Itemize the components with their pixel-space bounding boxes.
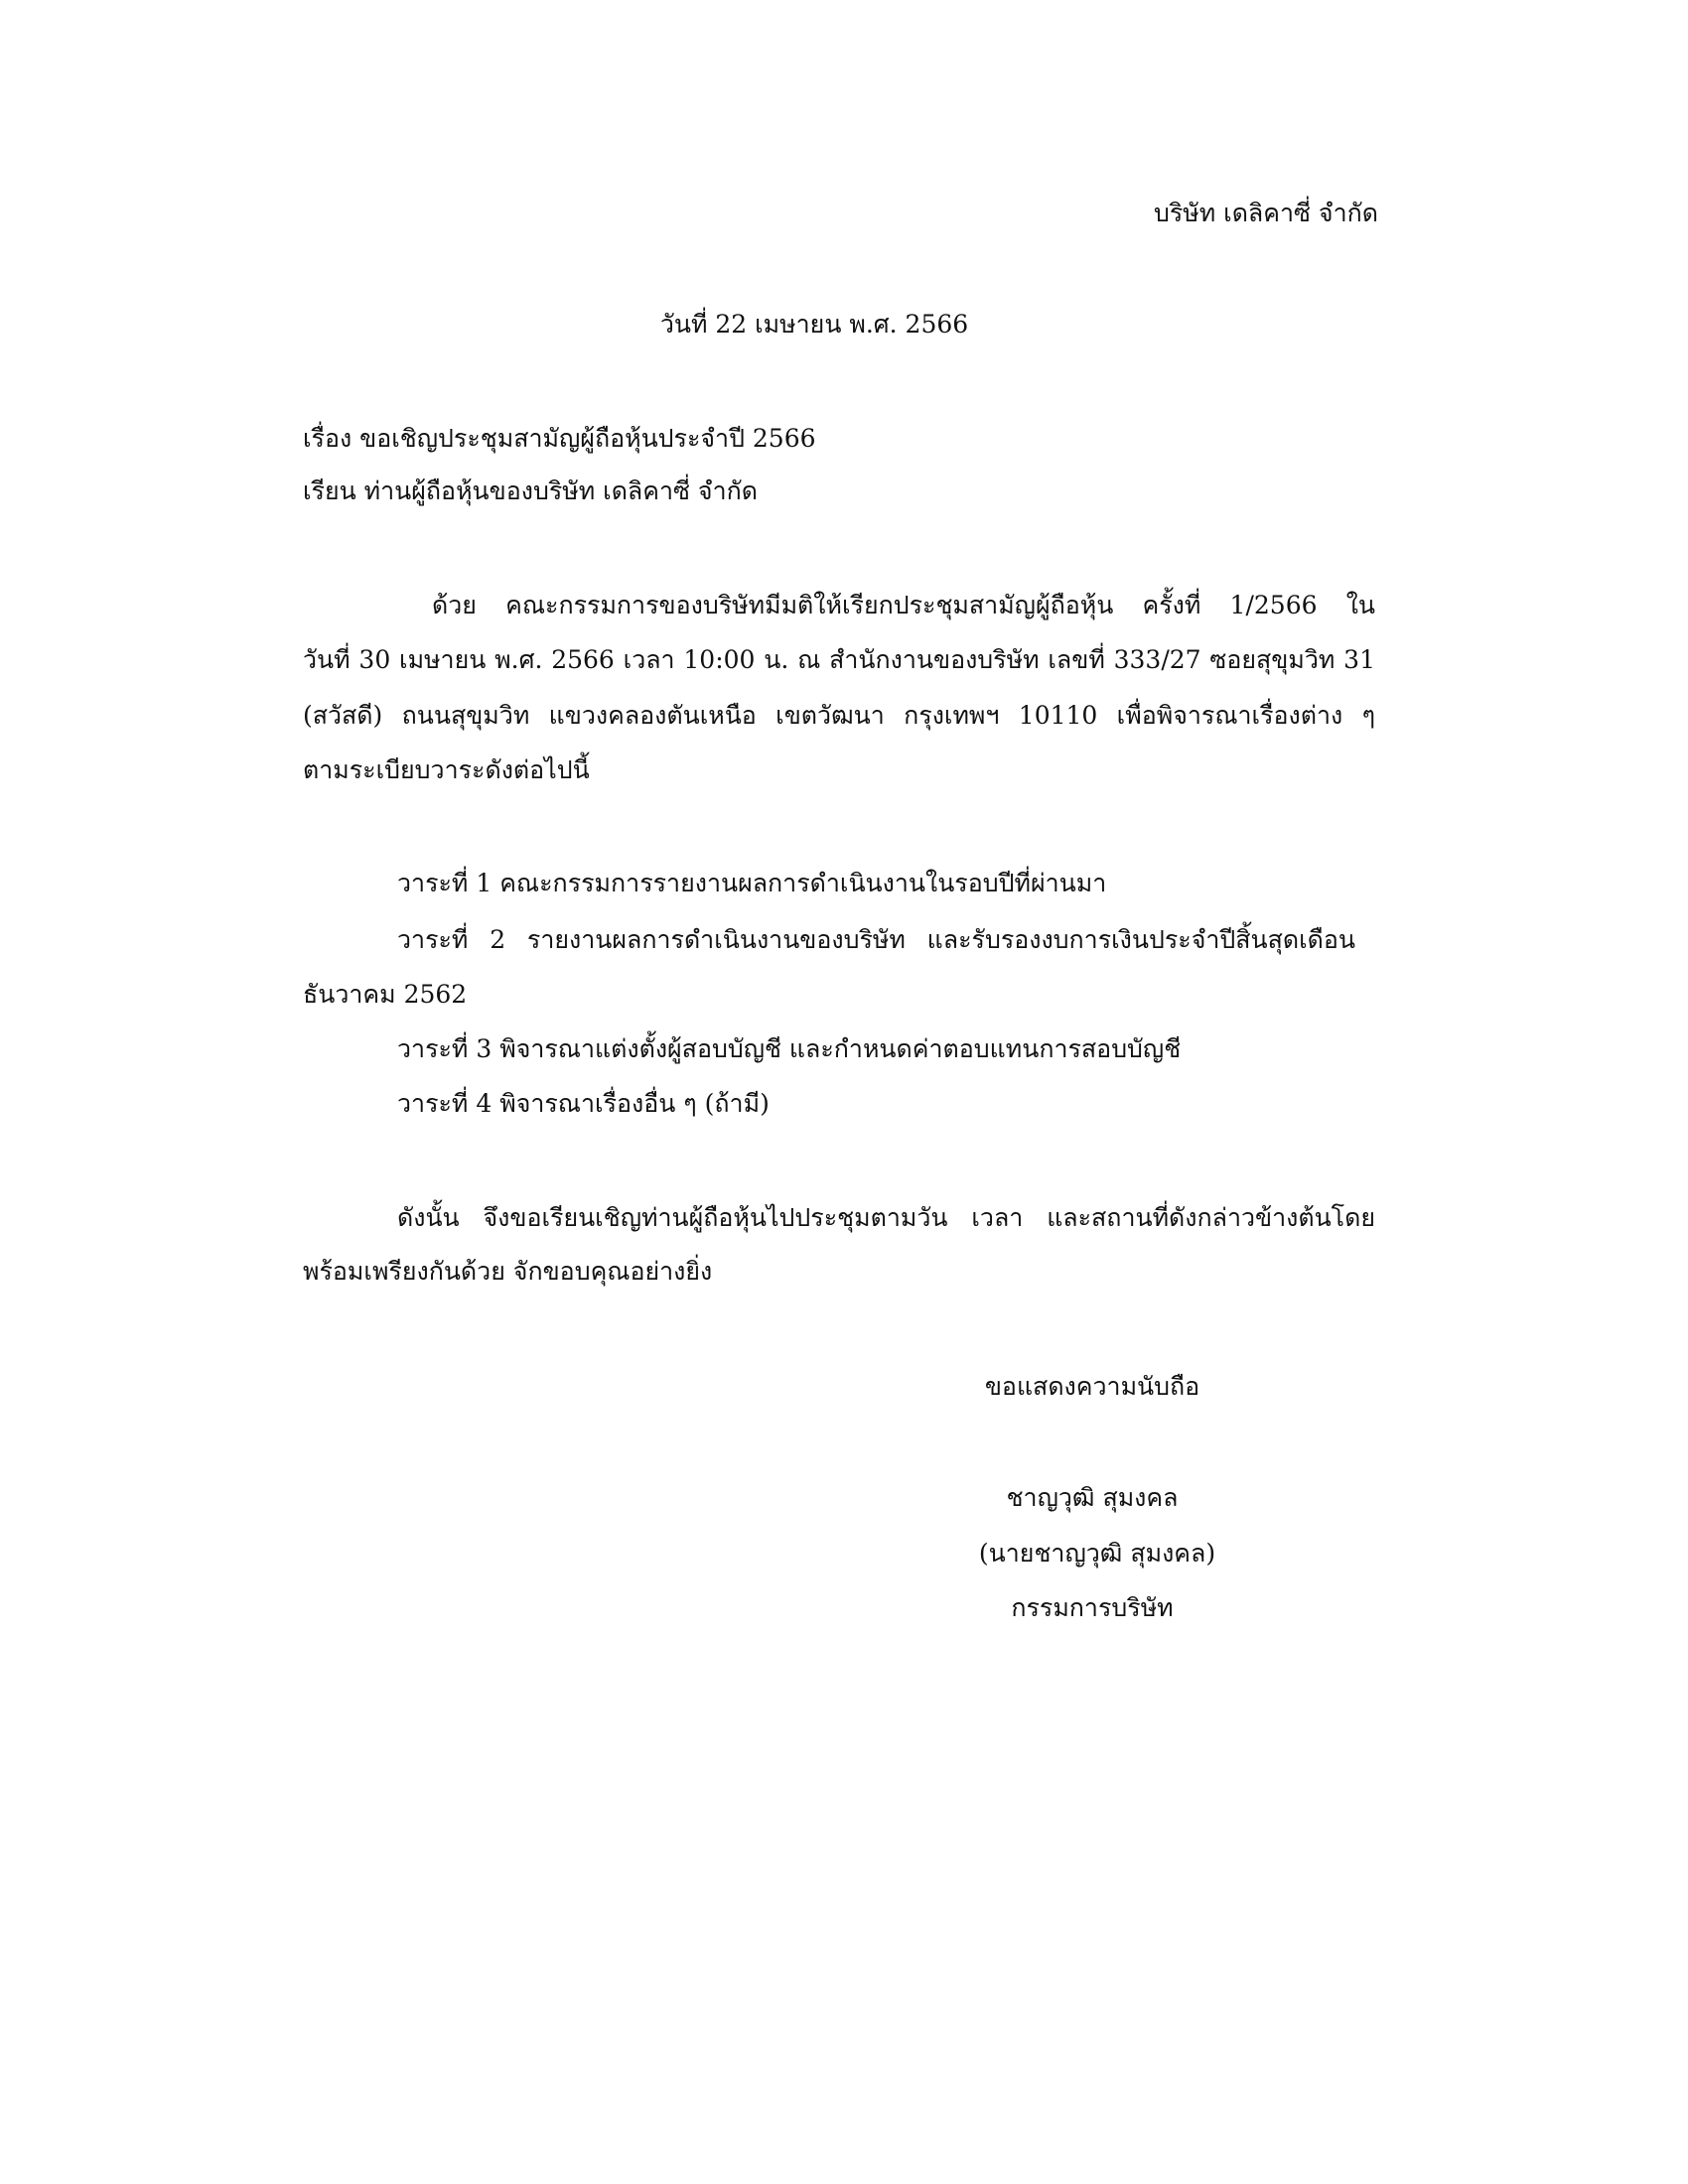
agenda-item-2-line-1: วาระที่ 2 รายงานผลการดำเนินงานของบริษัท และรับรองงบการเงินประจำปีสิ้นสุดเดือน <box>397 925 1355 954</box>
intro-line-4: ตามระเบียบวาระดังต่อไปนี้ <box>303 755 590 784</box>
agenda-item-1: วาระที่ 1 คณะกรรมการรายงานผลการดำเนินงานในรอบปีที่ผ่านมา <box>397 869 1107 897</box>
agenda-item-2-line-2: ธันวาคม 2562 <box>303 980 468 1009</box>
signer-title: กรรมการบริษัท <box>1011 1593 1174 1622</box>
letter-date: วันที่ 22 เมษายน พ.ศ. 2566 <box>659 310 969 339</box>
intro-line-3: (สวัสดี) ถนนสุขุมวิท แขวงคลองตันเหนือ เขตวัฒนา กรุงเทพฯ 10110 เพื่อพิจารณาเรื่องต่าง ๆ <box>303 701 1375 730</box>
company-header: บริษัท เดลิคาซี่ จำกัด <box>1153 199 1378 227</box>
letter-recipient: เรียน ท่านผู้ถือหุ้นของบริษัท เดลิคาซี่ จำกัด <box>303 477 758 505</box>
closing-line-1: ดังนั้น จึงขอเรียนเชิญท่านผู้ถือหุ้นไปประชุมตามวัน เวลา และสถานที่ดังกล่าวข้างต้นโดย <box>397 1203 1375 1232</box>
agenda-item-3: วาระที่ 3 พิจารณาแต่งตั้งผู้สอบบัญชี และกำหนดค่าตอบแทนการสอบบัญชี <box>397 1034 1182 1063</box>
signer-name: (นายชาญวุฒิ สุมงคล) <box>978 1539 1216 1568</box>
signoff: ขอแสดงความนับถือ <box>984 1372 1200 1401</box>
intro-line-2: วันที่ 30 เมษายน พ.ศ. 2566 เวลา 10:00 น. ณ สำนักงานของบริษัท เลขที่ 333/27 ซอยสุขุมวิท 31 <box>303 645 1375 674</box>
signature: ชาญวุฒิ สุมงคล <box>1006 1483 1179 1512</box>
agenda-item-4: วาระที่ 4 พิจารณาเรื่องอื่น ๆ (ถ้ามี) <box>397 1089 770 1118</box>
intro-line-1: ด้วย คณะกรรมการของบริษัทมีมติให้เรียกประชุมสามัญผู้ถือหุ้น ครั้งที่ 1/2566 ใน <box>432 591 1375 619</box>
closing-line-2: พร้อมเพรียงกันด้วย จักขอบคุณอย่างยิ่ง <box>303 1257 713 1286</box>
letter-subject: เรื่อง ขอเชิญประชุมสามัญผู้ถือหุ้นประจำปี 2566 <box>303 424 816 453</box>
